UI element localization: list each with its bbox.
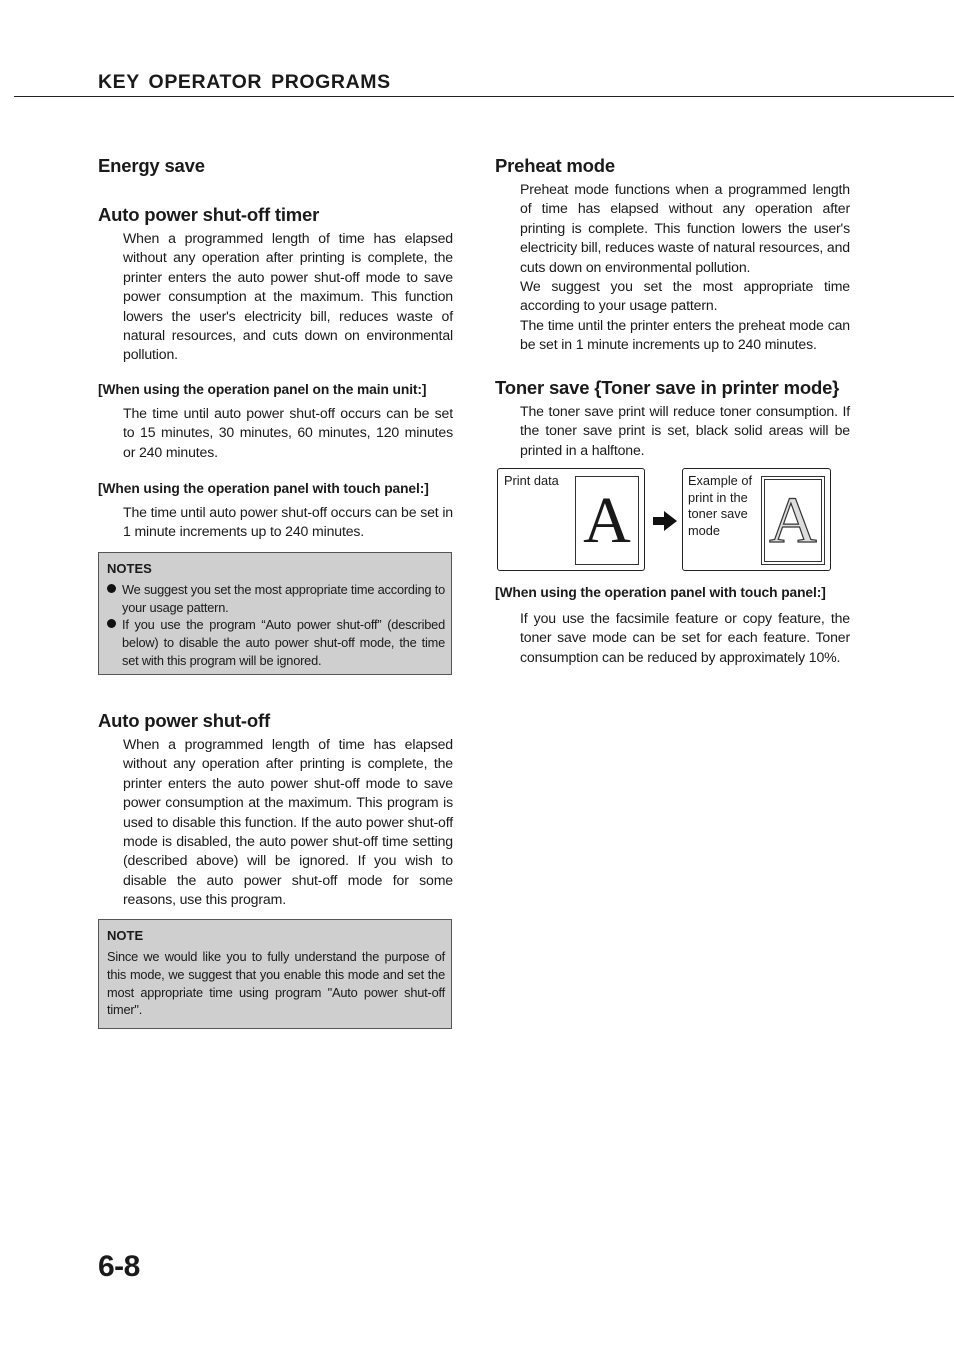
toner-save-example-figure [682, 468, 831, 571]
main-unit-panel-body: The time until auto power shut-off occurs can be set to 15 minutes, 30 minutes, 60 minutes, 120 minutes or 240 minutes. [123, 405, 453, 460]
toner-save-example-label: Example of print in the toner save mode [688, 473, 753, 538]
print-data-figure [497, 468, 645, 571]
header-divider [14, 96, 954, 97]
halftone-letter-a: A [769, 484, 817, 557]
energy-save-heading: Energy save [98, 155, 205, 176]
note-title: NOTE [107, 928, 144, 943]
toner-save-heading: Toner save {Toner save in printer mode} [495, 377, 840, 398]
preheat-mode-paragraph: Preheat mode functions when a programmed length of time has elapsed without any operation after printing is complete. This function lowers the user's electricity bill, reduces waste of natural resources, and cuts down on environmental pollution. [520, 181, 850, 275]
note-box [98, 919, 452, 1029]
toner-touch-panel-body: If you use the facsimile feature or copy feature, the toner save mode can be set for each feature. Toner consumption can be reduced by approximately 10%. [520, 610, 850, 665]
print-data-page [575, 476, 639, 565]
preheat-mode-heading: Preheat mode [495, 155, 615, 176]
auto-power-shutoff-timer-heading: Auto power shut-off timer [98, 204, 320, 225]
page-header-title: KEY OPERATOR PROGRAMS [98, 71, 391, 93]
touch-panel-body: The time until auto power shut-off occurs can be set in 1 minute increments up to 240 minutes. [123, 504, 453, 540]
auto-power-shutoff-body: When a programmed length of time has elapsed without any operation after printing is complete, the printer enters the auto power shut-off mode to save power consumption at the maximum. This program is used to disable this function. If the auto power shut-off mode is disabled, the auto power shut-off time setting (described above) will be ignored. If you wish to disable the auto power shut-off mode for some reasons, use this program. [123, 736, 453, 908]
notes-item-text: If you use the program “Auto power shut-off” (described below) to disable the auto power shut-off mode, the time set with this program will be ignored. [122, 617, 445, 668]
auto-power-shutoff-timer-body: When a programmed length of time has elapsed without any operation after printing is complete, the printer enters the auto power shut-off mode to save power consumption at the maximum. This function lowers the user's electricity bill, reduces waste of natural resources, and cuts down on environmental pollution. [123, 230, 453, 363]
toner-save-example-page [761, 476, 825, 565]
right-arrow-icon [651, 509, 679, 533]
notes-box [98, 552, 452, 675]
page-number: 6-8 [98, 1250, 140, 1283]
notes-item [107, 616, 445, 669]
bullet-icon [107, 584, 116, 593]
preheat-mode-paragraph: The time until the printer enters the preheat mode can be set in 1 minute increments up to 240 minutes. [520, 317, 850, 353]
main-unit-panel-heading: [When using the operation panel on the main unit:] [98, 382, 427, 397]
solid-letter-a: A [583, 484, 631, 557]
toner-touch-panel-heading: [When using the operation panel with touch panel:] [495, 585, 826, 600]
notes-title: NOTES [107, 561, 152, 576]
notes-item [107, 581, 445, 617]
note-body: Since we would like you to fully understand the purpose of this mode, we suggest that you enable this mode and set the most appropriate time using program "Auto power shut-off timer". [107, 949, 445, 1018]
notes-item-text: We suggest you set the most appropriate time according to your usage pattern. [122, 582, 445, 615]
print-data-label: Print data [504, 473, 559, 488]
toner-save-body: The toner save print will reduce toner consumption. If the toner save print is set, black solid areas will be printed in a halftone. [520, 403, 850, 458]
touch-panel-heading: [When using the operation panel with touch panel:] [98, 481, 429, 496]
preheat-mode-paragraph: We suggest you set the most appropriate time according to your usage pattern. [520, 278, 850, 314]
bullet-icon [107, 619, 116, 628]
auto-power-shutoff-heading: Auto power shut-off [98, 710, 270, 731]
